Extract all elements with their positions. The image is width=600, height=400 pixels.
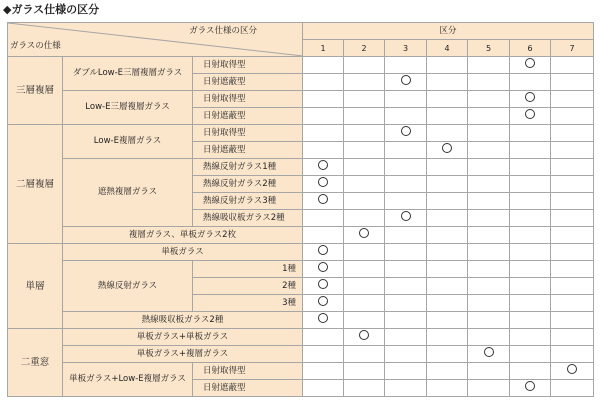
circle-mark-icon bbox=[525, 109, 535, 119]
subcategory-cell: 単板ガラス+単板ガラス bbox=[63, 329, 303, 346]
division-cell bbox=[303, 193, 344, 210]
division-cell bbox=[510, 312, 551, 329]
division-cell bbox=[303, 380, 344, 397]
division-cell bbox=[510, 125, 551, 142]
division-cell bbox=[303, 210, 344, 227]
header-number: 7 bbox=[551, 40, 594, 57]
division-cell bbox=[468, 108, 510, 125]
table-row bbox=[8, 244, 594, 261]
division-cell bbox=[510, 380, 551, 397]
division-cell bbox=[427, 312, 468, 329]
division-cell bbox=[303, 261, 344, 278]
type-cell: 日射取得型 bbox=[193, 57, 303, 74]
division-cell bbox=[344, 278, 385, 295]
division-cell bbox=[303, 244, 344, 261]
type-cell: 熱線反射ガラス2種 bbox=[193, 176, 303, 193]
division-cell bbox=[551, 380, 594, 397]
division-cell bbox=[551, 346, 594, 363]
division-cell bbox=[427, 125, 468, 142]
type-cell: 日射取得型 bbox=[193, 125, 303, 142]
division-cell bbox=[551, 210, 594, 227]
subcategory-cell: 単板ガラス+複層ガラス bbox=[63, 346, 303, 363]
division-cell bbox=[468, 176, 510, 193]
circle-mark-icon bbox=[318, 194, 328, 204]
division-cell bbox=[344, 380, 385, 397]
division-cell bbox=[468, 346, 510, 363]
division-cell bbox=[551, 142, 594, 159]
division-cell bbox=[551, 108, 594, 125]
table-row bbox=[8, 57, 594, 74]
division-cell bbox=[468, 210, 510, 227]
division-cell bbox=[344, 57, 385, 74]
circle-mark-icon bbox=[359, 228, 369, 238]
type-cell: 日射遮蔽型 bbox=[193, 74, 303, 91]
division-cell bbox=[510, 329, 551, 346]
division-cell bbox=[427, 363, 468, 380]
division-cell bbox=[427, 142, 468, 159]
division-cell bbox=[510, 176, 551, 193]
division-cell bbox=[344, 159, 385, 176]
type-cell: 熱線吸収板ガラス2種 bbox=[193, 210, 303, 227]
subcategory-cell: 複層ガラス、単板ガラス2枚 bbox=[63, 227, 303, 244]
circle-mark-icon bbox=[359, 330, 369, 340]
division-cell bbox=[385, 295, 427, 312]
division-cell bbox=[344, 210, 385, 227]
division-cell bbox=[385, 244, 427, 261]
table-row bbox=[8, 363, 594, 380]
division-cell bbox=[303, 176, 344, 193]
division-cell bbox=[551, 91, 594, 108]
division-cell bbox=[510, 227, 551, 244]
division-cell bbox=[468, 125, 510, 142]
division-cell bbox=[468, 295, 510, 312]
division-cell bbox=[344, 244, 385, 261]
circle-mark-icon bbox=[318, 313, 328, 323]
division-cell bbox=[385, 227, 427, 244]
header-spec-division-label: ガラス仕様の区分 bbox=[189, 26, 258, 36]
division-cell bbox=[551, 159, 594, 176]
division-cell bbox=[303, 91, 344, 108]
division-cell bbox=[303, 159, 344, 176]
division-cell bbox=[510, 261, 551, 278]
division-cell bbox=[551, 193, 594, 210]
division-cell bbox=[385, 125, 427, 142]
category-cell: 二層複層 bbox=[8, 125, 63, 244]
division-cell bbox=[344, 125, 385, 142]
circle-mark-icon bbox=[318, 279, 328, 289]
circle-mark-icon bbox=[442, 143, 452, 153]
division-cell bbox=[510, 244, 551, 261]
subcategory-cell: 熱線反射ガラス bbox=[63, 261, 193, 312]
division-cell bbox=[303, 363, 344, 380]
division-cell bbox=[344, 74, 385, 91]
division-cell bbox=[427, 295, 468, 312]
header-number: 5 bbox=[468, 40, 510, 57]
type-cell: 熱線反射ガラス1種 bbox=[193, 159, 303, 176]
header-number: 1 bbox=[303, 40, 344, 57]
division-cell bbox=[385, 91, 427, 108]
division-cell bbox=[385, 159, 427, 176]
division-cell bbox=[344, 142, 385, 159]
division-cell bbox=[551, 244, 594, 261]
type-cell: 日射遮蔽型 bbox=[193, 142, 303, 159]
division-cell bbox=[551, 74, 594, 91]
glass-spec-table bbox=[7, 22, 594, 397]
division-cell bbox=[468, 261, 510, 278]
division-cell bbox=[510, 363, 551, 380]
division-cell bbox=[427, 159, 468, 176]
type-cell: 日射取得型 bbox=[193, 363, 303, 380]
division-cell bbox=[468, 363, 510, 380]
division-cell bbox=[385, 261, 427, 278]
division-cell bbox=[385, 329, 427, 346]
circle-mark-icon bbox=[318, 245, 328, 255]
division-cell bbox=[427, 244, 468, 261]
division-cell bbox=[468, 312, 510, 329]
division-cell bbox=[427, 193, 468, 210]
division-cell bbox=[551, 261, 594, 278]
division-cell bbox=[551, 295, 594, 312]
division-cell bbox=[303, 108, 344, 125]
division-cell bbox=[427, 210, 468, 227]
division-cell bbox=[551, 176, 594, 193]
division-cell bbox=[303, 125, 344, 142]
header-number: 2 bbox=[344, 40, 385, 57]
division-cell bbox=[344, 91, 385, 108]
subcategory-cell: 遮熱複層ガラス bbox=[63, 159, 193, 227]
division-cell bbox=[510, 108, 551, 125]
division-cell bbox=[468, 159, 510, 176]
division-cell bbox=[344, 329, 385, 346]
division-cell bbox=[303, 74, 344, 91]
division-cell bbox=[510, 210, 551, 227]
division-cell bbox=[303, 142, 344, 159]
division-cell bbox=[344, 227, 385, 244]
subcategory-cell: 単板ガラス+Low-E複層ガラス bbox=[63, 363, 193, 397]
division-cell bbox=[551, 125, 594, 142]
circle-mark-icon bbox=[525, 92, 535, 102]
type-cell: 3種 bbox=[193, 295, 303, 312]
type-cell: 2種 bbox=[193, 278, 303, 295]
header-number: 4 bbox=[427, 40, 468, 57]
division-cell bbox=[385, 278, 427, 295]
circle-mark-icon bbox=[525, 58, 535, 68]
division-cell bbox=[427, 329, 468, 346]
division-cell bbox=[344, 346, 385, 363]
division-cell bbox=[344, 176, 385, 193]
division-cell bbox=[468, 193, 510, 210]
division-cell bbox=[385, 363, 427, 380]
division-cell bbox=[303, 57, 344, 74]
division-cell bbox=[510, 159, 551, 176]
division-cell bbox=[427, 91, 468, 108]
division-cell bbox=[385, 380, 427, 397]
division-cell bbox=[344, 312, 385, 329]
circle-mark-icon bbox=[525, 381, 535, 391]
table-row bbox=[8, 91, 594, 108]
division-cell bbox=[468, 380, 510, 397]
division-cell bbox=[427, 261, 468, 278]
division-cell bbox=[510, 142, 551, 159]
header-diagonal-cell bbox=[8, 23, 303, 57]
division-cell bbox=[385, 108, 427, 125]
division-cell bbox=[303, 329, 344, 346]
circle-mark-icon bbox=[567, 364, 577, 374]
header-glass-spec-label: ガラスの仕様 bbox=[10, 41, 61, 51]
subcategory-cell: Low-E複層ガラス bbox=[63, 125, 193, 159]
subcategory-cell: 熱線吸収板ガラス2種 bbox=[63, 312, 303, 329]
header-row bbox=[8, 23, 594, 40]
table-row bbox=[8, 312, 594, 329]
division-cell bbox=[303, 278, 344, 295]
division-cell bbox=[468, 57, 510, 74]
page-title: ◆ガラス仕様の区分 bbox=[3, 3, 100, 16]
division-cell bbox=[385, 142, 427, 159]
division-cell bbox=[468, 244, 510, 261]
circle-mark-icon bbox=[318, 160, 328, 170]
division-cell bbox=[551, 363, 594, 380]
division-cell bbox=[385, 312, 427, 329]
category-cell: 二重窓 bbox=[8, 329, 63, 397]
division-cell bbox=[385, 193, 427, 210]
type-cell: 熱線反射ガラス3種 bbox=[193, 193, 303, 210]
division-cell bbox=[551, 227, 594, 244]
division-cell bbox=[344, 108, 385, 125]
type-cell: 日射遮蔽型 bbox=[193, 380, 303, 397]
table-row bbox=[8, 261, 594, 278]
division-cell bbox=[303, 346, 344, 363]
category-cell: 三層複層 bbox=[8, 57, 63, 125]
division-cell bbox=[303, 295, 344, 312]
division-cell bbox=[510, 193, 551, 210]
division-cell bbox=[385, 346, 427, 363]
circle-mark-icon bbox=[318, 177, 328, 187]
circle-mark-icon bbox=[318, 262, 328, 272]
division-cell bbox=[427, 57, 468, 74]
division-cell bbox=[468, 329, 510, 346]
subcategory-cell: Low-E三層複層ガラス bbox=[63, 91, 193, 125]
division-cell bbox=[427, 227, 468, 244]
circle-mark-icon bbox=[401, 211, 411, 221]
division-cell bbox=[510, 91, 551, 108]
division-cell bbox=[510, 57, 551, 74]
division-cell bbox=[385, 57, 427, 74]
subcategory-cell: ダブルLow-E三層複層ガラス bbox=[63, 57, 193, 91]
division-cell bbox=[427, 278, 468, 295]
division-cell bbox=[468, 74, 510, 91]
header-number: 6 bbox=[510, 40, 551, 57]
table-row bbox=[8, 329, 594, 346]
division-cell bbox=[427, 108, 468, 125]
division-cell bbox=[303, 312, 344, 329]
circle-mark-icon bbox=[401, 75, 411, 85]
table-row bbox=[8, 125, 594, 142]
division-cell bbox=[427, 346, 468, 363]
division-cell bbox=[551, 312, 594, 329]
table-row bbox=[8, 227, 594, 244]
division-cell bbox=[468, 278, 510, 295]
division-cell bbox=[344, 261, 385, 278]
division-cell bbox=[427, 380, 468, 397]
type-cell: 日射取得型 bbox=[193, 91, 303, 108]
division-cell bbox=[551, 329, 594, 346]
type-cell: 日射遮蔽型 bbox=[193, 108, 303, 125]
division-cell bbox=[385, 176, 427, 193]
division-cell bbox=[427, 74, 468, 91]
division-cell bbox=[344, 295, 385, 312]
division-cell bbox=[468, 91, 510, 108]
division-cell bbox=[510, 74, 551, 91]
header-kubun: 区分 bbox=[303, 23, 594, 40]
division-cell bbox=[344, 193, 385, 210]
division-cell bbox=[427, 176, 468, 193]
division-cell bbox=[510, 295, 551, 312]
header-number: 3 bbox=[385, 40, 427, 57]
division-cell bbox=[385, 74, 427, 91]
division-cell bbox=[551, 278, 594, 295]
division-cell bbox=[510, 278, 551, 295]
subcategory-cell: 単板ガラス bbox=[63, 244, 303, 261]
division-cell bbox=[468, 142, 510, 159]
division-cell bbox=[303, 227, 344, 244]
division-cell bbox=[510, 346, 551, 363]
division-cell bbox=[468, 227, 510, 244]
table-row bbox=[8, 159, 594, 176]
table-row bbox=[8, 346, 594, 363]
division-cell bbox=[551, 57, 594, 74]
category-cell: 単層 bbox=[8, 244, 63, 329]
division-cell bbox=[344, 363, 385, 380]
circle-mark-icon bbox=[401, 126, 411, 136]
circle-mark-icon bbox=[484, 347, 494, 357]
division-cell bbox=[385, 210, 427, 227]
type-cell: 1種 bbox=[193, 261, 303, 278]
circle-mark-icon bbox=[318, 296, 328, 306]
